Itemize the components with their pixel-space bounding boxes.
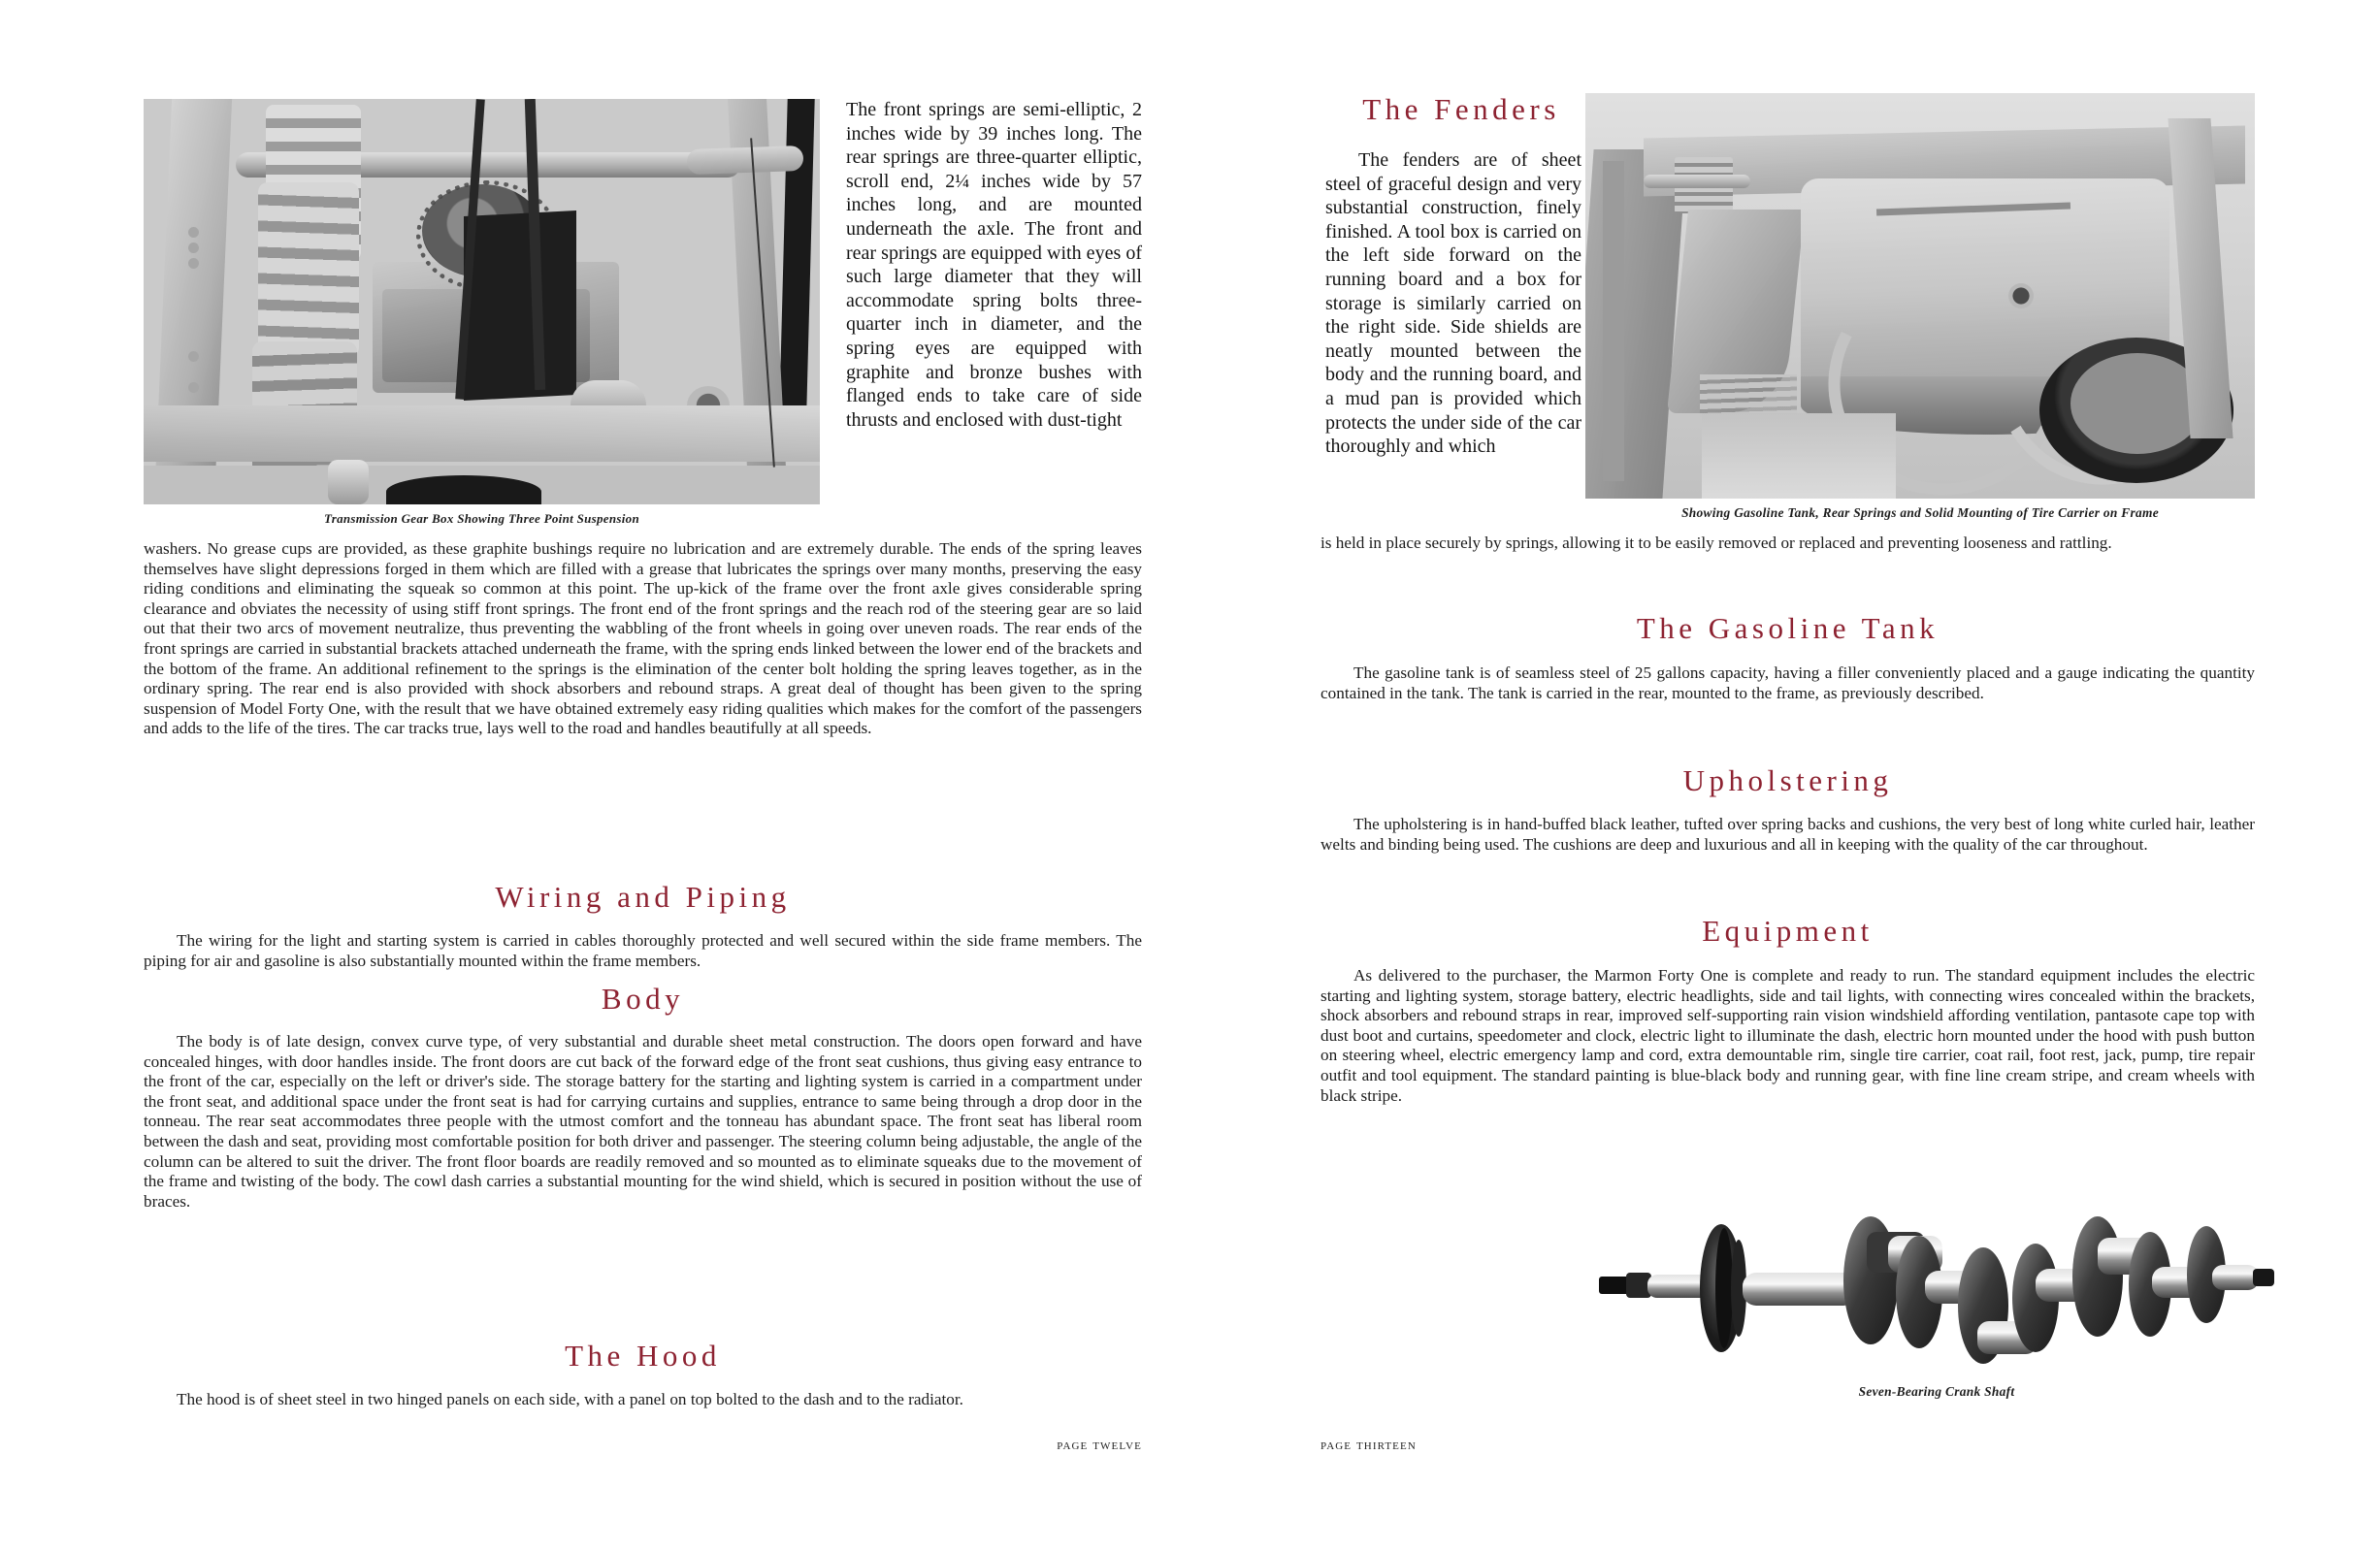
equipment-paragraph: As delivered to the purchaser, the Marmon Forty One is complete and ready to run. The standard equipment includes the electric starting and lighting system, storage battery, electric headlights, side and tail lights, with connecting wires concealed within the brackets, shock absorbers and rebound straps in rear, improved self-supporting rain vision windshield affording ventilation, pantasote cape top with dust boot and curtains, speedometer and clock, electric light to illuminate the dash, electric horn mounted under the hood with push button on steering wheel, electric emergency lamp and cord, extra demountable rim, single tire carrier, coat rail, foot rest, jack, pump, tire repair outfit and tool equipment. The standard painting is blue-black body and running gear, with fine line cream stripe, and cream wheels with black stripe. bbox=[1320, 966, 2255, 1105]
left-continued-paragraph: washers. No grease cups are provided, as these graphite bushings require no lubrication and are extremely durable. The ends of the spring leaves themselves have slight depressions forged in them which are filled with a grease that lubricates the springs over many months, preserving the easy riding conditions and eliminating the squeak so common at this point. The up-kick of the frame over the front axle gives considerable spring clearance and obviates the necessity of using stiff front springs. The front end of the front springs and the reach rod of the steering gear are so laid out that their two arcs of movement neutralize, thus preventing the wabbling of the front wheels in going over uneven roads. The rear ends of the front springs are carried in substantial brackets attached underneath the frame, with the spring ends linked between the lower end of the brackets and the bottom of the frame. An additional refinement to the springs is the elimination of the center bolt holding the spring leaves together, as in the ordinary spring. The rear end is also provided with shock absorbers and rebound straps. A great deal of thought has been given to the spring suspension of Model Forty One, with the result that we have obtained extremely easy riding qualities which makes for the comfort of the passengers and adds to the life of the tires. The car tracks true, lays well to the road and handles beautifully at all speeds. bbox=[144, 539, 1142, 738]
left-sidebar-paragraph: The front springs are semi-elliptic, 2 inches wide by 39 inches long. The rear springs are three-quarter elliptic, scroll end, 2¼ inches wide by 57 inches long, and are mounted underneath the axle. The front and rear springs are equipped with eyes of such large diameter that they will accommodate spring bolts three-quarter inch in diameter, and the spring eyes are equipped with graphite and bronze bushes with flanged ends to take care of side thrusts and enclosed with dust-tight bbox=[846, 99, 1142, 431]
section-upholstering-body bbox=[1320, 815, 2255, 855]
transmission-gear-box-photo bbox=[144, 99, 820, 504]
heading-wiring-and-piping: Wiring and Piping bbox=[495, 880, 791, 914]
heading-equipment: Equipment bbox=[1702, 914, 1874, 948]
heading-the-gasoline-tank: The Gasoline Tank bbox=[1636, 611, 1940, 645]
heading-upholstering: Upholstering bbox=[1682, 763, 1893, 797]
wiring-paragraph: The wiring for the light and starting system is carried in cables thoroughly protected and well secured within the side frame members. The piping for air and gasoline is also substantially mounted within the frame members. bbox=[144, 931, 1142, 970]
section-the-hood-body bbox=[144, 1390, 1142, 1410]
seven-bearing-crank-shaft-photo bbox=[1597, 1176, 2276, 1370]
section-body-body bbox=[144, 1032, 1142, 1212]
fenders-sidebar-paragraph: The fenders are of sheet steel of graceful design and very substantial construction, finely finished. A tool box is carried on the left side forward on the running board and a box for storage is similarly carried on the right side. Side shields are neatly mounted between the body and the running board, and a mud pan is provided which protects the under side of the car thoroughly and which bbox=[1325, 149, 1581, 458]
fenders-continued-block bbox=[1320, 534, 2255, 554]
crank-shaft-photo-caption: Seven-Bearing Crank Shaft bbox=[1858, 1384, 2015, 1399]
folio-page-twelve: page twelve bbox=[1057, 1438, 1142, 1453]
section-wiring-and-piping-body bbox=[144, 931, 1142, 971]
right-fenders-sidebar-text bbox=[1325, 148, 1581, 459]
body-paragraph: The body is of late design, convex curve type, of very substantial and durable sheet metal construction. The doors open forward and have concealed hinges, with door handles inside. The front doors are cut back of the forward edge of the front seat cushions, thus giving easy entrance to the front of the car, especially on the left or driver's side. The storage battery for the starting and lighting system is carried in a compartment under the front seat, and additional space under the front seat is had for carrying curtains and supplies, entrance to same being through a drop door in the tonneau. The rear seat accommodates three people with the utmost comfort and the tonneau has abundant space. The front seat has liberal room between the dash and seat, providing most comfortable position for both driver and passenger. The steering column being adjustable, the angle of the column can be altered to suit the driver. The front floor boards are readily removed and so mounted as to eliminate squeaks due to the movement of the frame and twisting of the body. The cowl dash carries a substantial mounting for the wind shield, which is secured in position without the use of braces. bbox=[144, 1032, 1142, 1211]
left-continued-paragraph-block bbox=[144, 539, 1142, 739]
heading-the-fenders: The Fenders bbox=[1362, 92, 1560, 126]
fenders-continued-paragraph: is held in place securely by springs, allowing it to be easily removed or replaced and preventing looseness and rattling. bbox=[1320, 534, 2112, 552]
gasoline-tank-paragraph: The gasoline tank is of seamless steel of 25 gallons capacity, having a filler conveniently placed and a gauge indicating the quantity contained in the tank. The tank is carried in the rear, mounted to the frame, as previously described. bbox=[1320, 663, 2255, 702]
crank-shaft-illustration bbox=[1597, 1176, 2276, 1370]
folio-page-thirteen: page thirteen bbox=[1320, 1438, 1417, 1453]
page-right bbox=[1190, 0, 2380, 1552]
gasoline-tank-rear-springs-photo bbox=[1585, 93, 2255, 499]
fender-photo-caption: Showing Gasoline Tank, Rear Springs and Solid Mounting of Tire Carrier on Frame bbox=[1681, 505, 2159, 520]
left-sidebar-column-text bbox=[846, 98, 1142, 432]
heading-body: Body bbox=[601, 982, 685, 1016]
heading-the-hood: The Hood bbox=[565, 1339, 721, 1373]
hood-paragraph: The hood is of sheet steel in two hinged panels on each side, with a panel on top bolted to the dash and to the radiator. bbox=[177, 1390, 963, 1408]
section-equipment-body bbox=[1320, 966, 2255, 1106]
transmission-photo-caption: Transmission Gear Box Showing Three Point Suspension bbox=[323, 511, 640, 526]
section-gasoline-tank-body bbox=[1320, 663, 2255, 703]
upholstering-paragraph: The upholstering is in hand-buffed black leather, tufted over spring backs and cushions, the very best of long white curled hair, leather welts and binding being used. The cushions are deep and luxurious and all in keeping with the quality of the car throughout. bbox=[1320, 815, 2255, 854]
